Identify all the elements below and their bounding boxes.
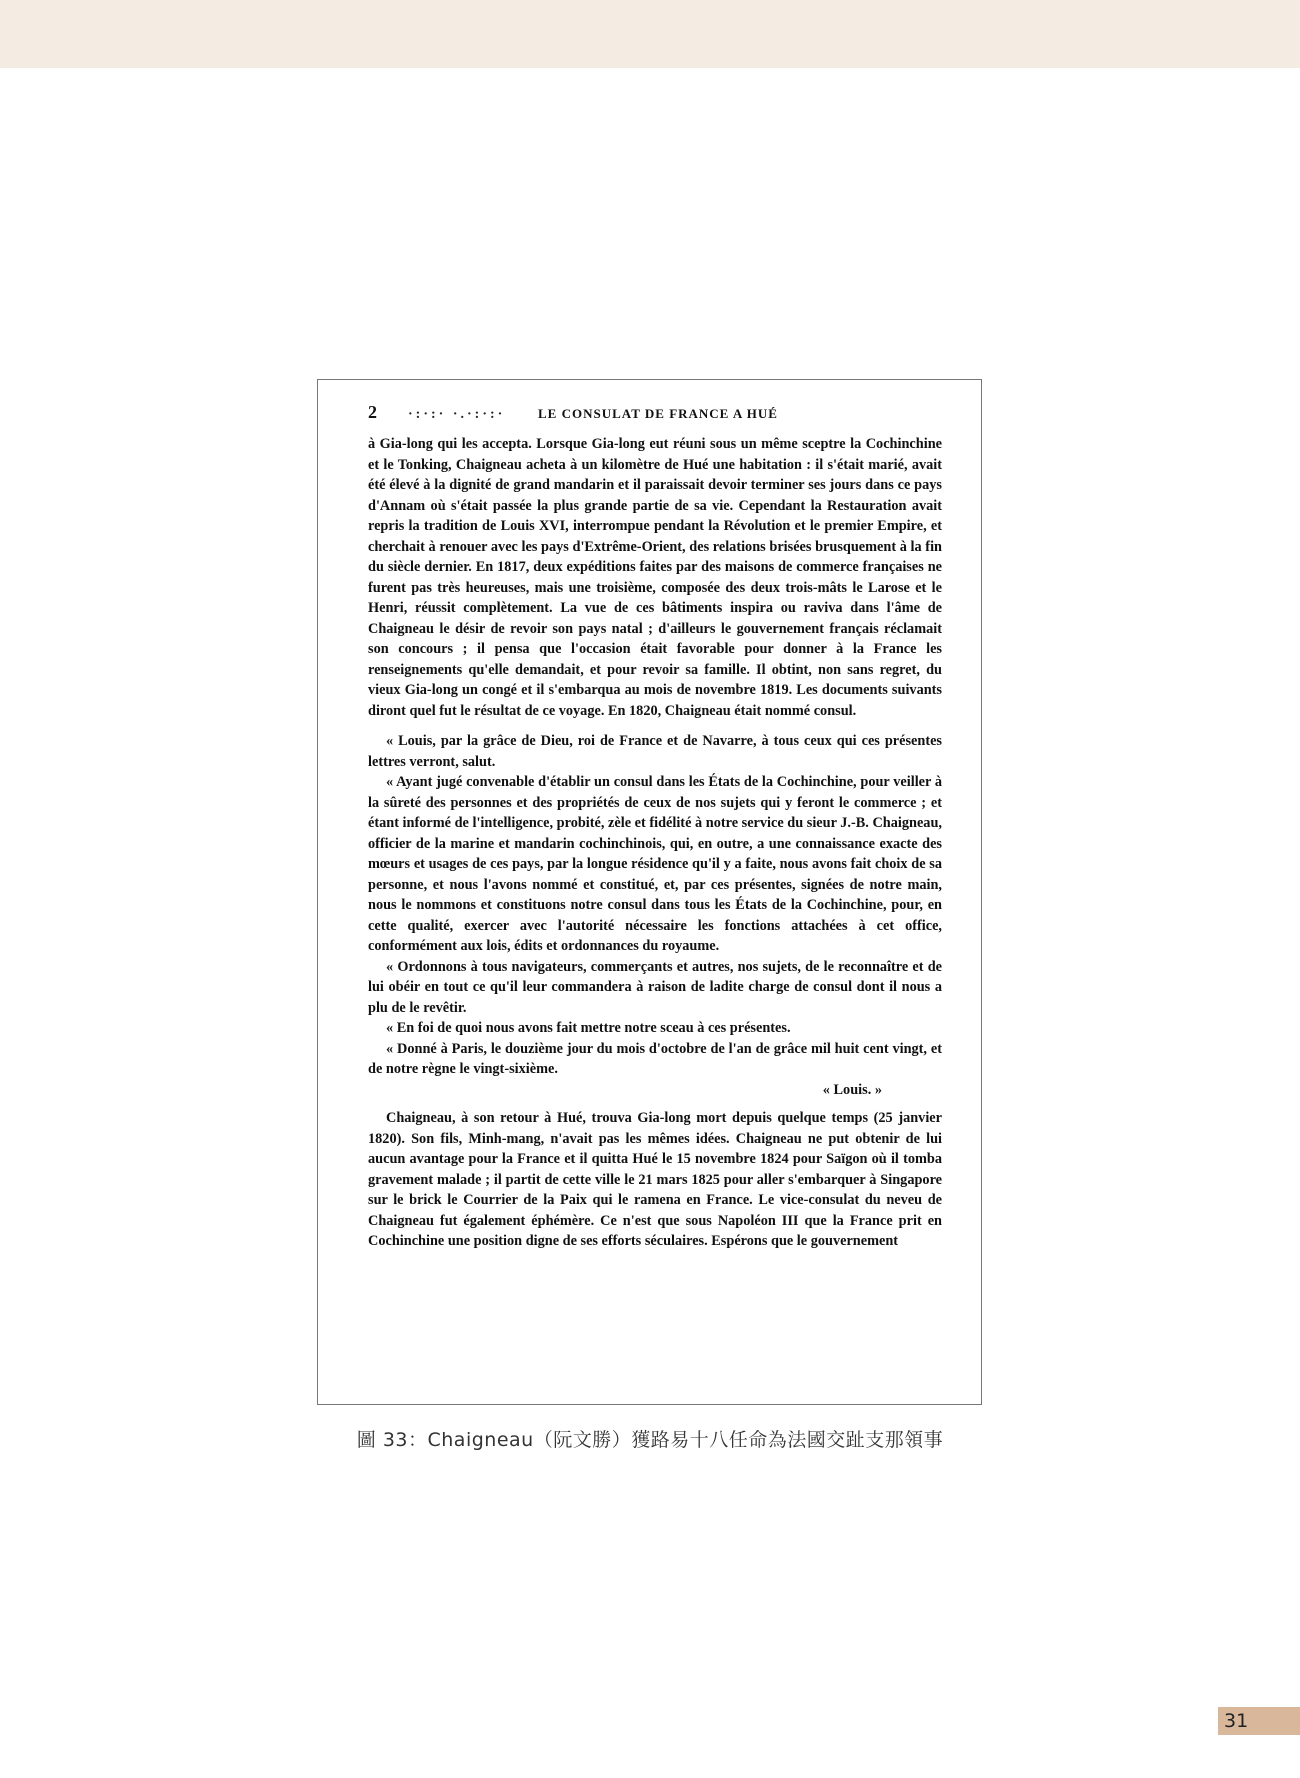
top-decorative-band: [0, 0, 1300, 68]
scan-quote: « Donné à Paris, le douzième jour du mois d'octobre de l'an de grâce mil huit cent vingt, et de notre règne le vingt-sixième.: [368, 1040, 942, 1077]
scanned-text-block: [368, 402, 942, 1252]
scan-quote: « En foi de quoi nous avons fait mettre notre sceau à ces présentes.: [386, 1020, 791, 1036]
scan-folio: 2: [368, 402, 377, 422]
scanned-page-figure: [317, 379, 982, 1405]
scan-closing-paragraph: Chaigneau, à son retour à Hué, trouva Gia-long mort depuis quelque temps (25 janvier 1820). Son fils, Minh-mang, n'avait pas les mêmes idées. Chaigneau ne put obtenir de lui aucun avantage pour la France et il quitta Hué le 15 novembre 1824 pour Saïgon où il tomba gravement malade ; il partit de cette ville le 21 mars 1825 pour aller s'embarquer à Singapore sur le brick le Courrier de la Paix qui le ramena en France. Le vice-consulat du neveu de Chaigneau fut également éphémère. Ce n'est que sous Napoléon III que la France prit en Cochinchine une position digne de ses efforts séculaires. Espérons que le gouvernement: [368, 1110, 942, 1249]
scan-head-dots: ·:·:· ·.·:·:·: [408, 407, 506, 422]
scan-quote: « Ayant jugé convenable d'établir un consul dans les États de la Cochinchine, pour veiller à la sûreté des personnes et des propriétés de ceux de nos sujets qui y feront le commerce ; et étant informé de l'intelligence, probité, zèle et fidélité à notre service du sieur J.-B. Chaigneau, officier de la marine et mandarin cochinchinois, qui, en outre, a une connaissance exacte des mœurs et usages de ces pays, par la longue résidence qu'il y a faite, nous avons fait choix de sa personne, et nous l'avons nommé et constitué, et, par ces présentes, signées de notre main, nous le nommons et constituons notre consul dans tous les États de la Cochinchine, pour, en cette qualité, exercer avec l'autorité nécessaire les fonctions attachées à cet office, conformément aux lois, édits et ordonnances du royaume.: [368, 774, 942, 954]
scan-running-head-title: LE CONSULAT DE FRANCE A HUÉ: [538, 406, 778, 421]
scan-paragraph: à Gia-long qui les accepta. Lorsque Gia-long eut réuni sous un même sceptre la Cochinchine et le Tonking, Chaigneau acheta à un kilomètre de Hué une habitation : il s'était marié, avait été élevé à la dignité de grand mandarin et il paraissait devoir terminer ses jours dans ce pays d'Annam où s'était passée la plus grande partie de sa vie. Cependant la Restauration avait repris la tradition de Louis XVI, interrompue pendant la Révolution et le premier Empire, et cherchait à renouer avec les pays d'Extrême-Orient, des relations brisées brusquement à la fin du siècle dernier. En 1817, deux expéditions faites par des maisons de commerce françaises ne furent pas très heureuses, mais une troisième, composée des deux trois-mâts le Larose et le Henri, réussit complètement. La vue de ces bâtiments inspira ou raviva dans l'âme de Chaigneau le désir de revoir son pays natal ; d'ailleurs le gouvernement français réclamait son concours ; il pensa que l'occasion était favorable pour donner à la France les renseignements qu'elle demandait, et pour revoir sa famille. Il obtint, non sans regret, du vieux Gia-long un congé et il s'embarqua au mois de novembre 1819. Les documents suivants diront quel fut le résultat de ce voyage. En 1820, Chaigneau était nommé consul.: [368, 436, 942, 719]
scan-quote: « Louis, par la grâce de Dieu, roi de France et de Navarre, à tous ceux qui ces présentes lettres verront, salut.: [368, 733, 942, 770]
running-head: [368, 402, 942, 432]
scan-quote: « Ordonnons à tous navigateurs, commerçants et autres, nos sujets, de le reconnaître et de lui obéir en tout ce qu'il leur commandera à raison de ladite charge de consul dont il nous a plu de le revêtir.: [368, 958, 942, 1016]
scan-signature: « Louis. »: [822, 1081, 882, 1098]
page-number: 31: [1224, 1710, 1249, 1732]
figure-caption: 圖 33：Chaigneau（阮文勝）獲路易十八任命為法國交趾支那領事: [356, 1429, 944, 1451]
